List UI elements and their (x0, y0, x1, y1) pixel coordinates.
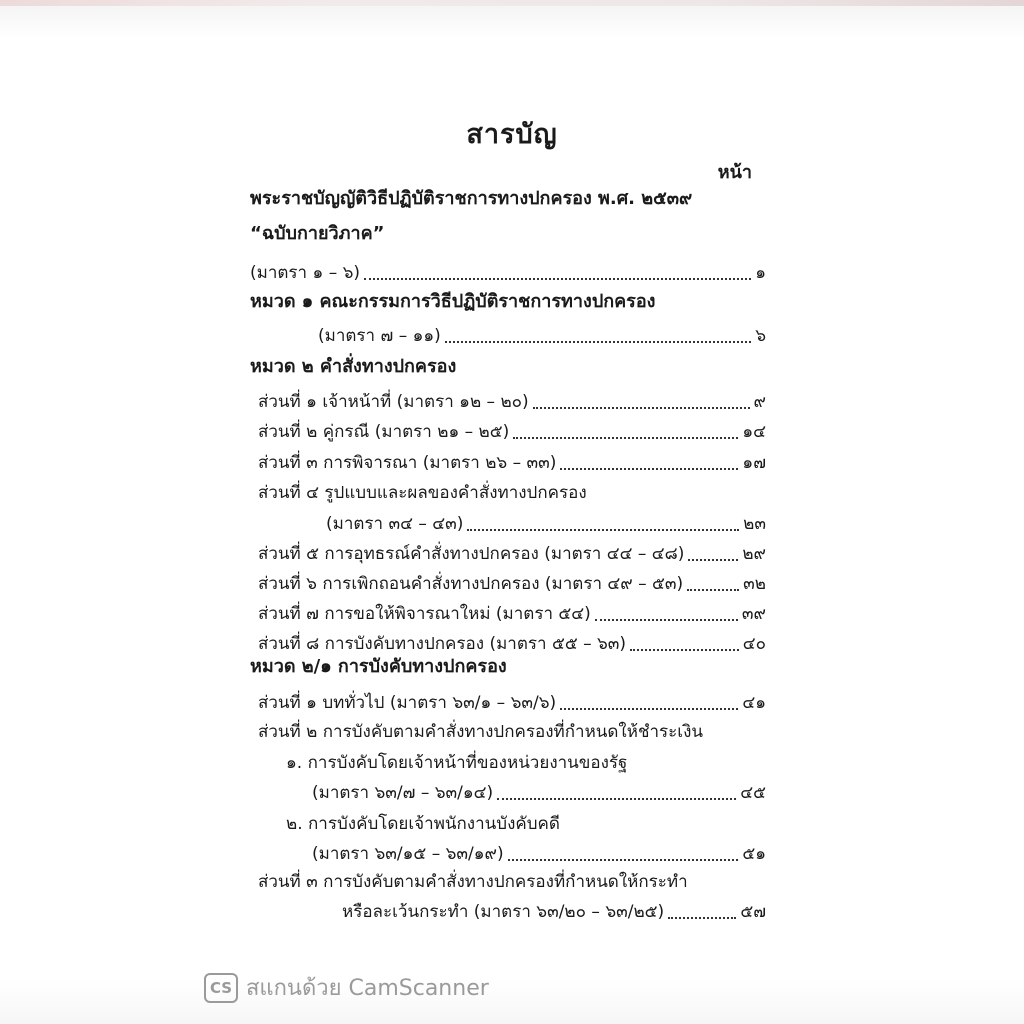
dot-leader (668, 917, 736, 919)
dot-leader (533, 407, 750, 409)
act-subtitle: “ฉบับกายวิภาค” (250, 223, 385, 244)
toc-entry: ส่วนที่ ๓ การบังคับตามคำสั่งทางปกครองที่กำหนดให้กระทำ (258, 872, 688, 892)
dot-leader (497, 798, 736, 800)
act-title: พระราชบัญญัติวิธีปฏิบัติราชการทางปกครอง พ.ศ. ๒๕๓๙ (250, 188, 693, 209)
dot-leader (560, 708, 738, 710)
page-top-edge (0, 0, 1024, 6)
toc-entry: (มาตรา ๖๓/๑๕ – ๖๓/๑๙) ๕๑ (312, 844, 766, 864)
toc-entry: ส่วนที่ ๖ การเพิกถอนคำสั่งทางปกครอง (มาตรา ๔๙ – ๕๓) ๓๒ (258, 574, 766, 594)
dot-leader (688, 559, 738, 561)
toc-entry: ส่วนที่ ๒ คู่กรณี (มาตรา ๒๑ – ๒๕) ๑๔ (258, 422, 766, 442)
toc-entry: หรือละเว้นกระทำ (มาตรา ๖๓/๒๐ – ๖๓/๒๕) ๕๗ (342, 902, 766, 922)
toc-entry: (มาตรา ๓๔ – ๔๓) ๒๓ (326, 514, 766, 534)
dot-leader (687, 589, 739, 591)
toc-chapter-heading: หมวด ๑ คณะกรรมการวิธีปฏิบัติราชการทางปกครอง (250, 291, 656, 312)
dot-leader (595, 619, 738, 621)
page-title: สารบัญ (466, 119, 558, 150)
dot-leader (364, 278, 751, 280)
toc-entry: ส่วนที่ ๔ รูปแบบและผลของคำสั่งทางปกครอง (258, 483, 587, 503)
toc-chapter-heading: หมวด ๒ คำสั่งทางปกครอง (250, 356, 457, 377)
toc-entry: ส่วนที่ ๘ การบังคับทางปกครอง (มาตรา ๕๕ – ๖๓) ๔๐ (258, 634, 766, 654)
toc-entry: (มาตรา ๗ – ๑๑) ๖ (318, 326, 766, 346)
watermark-text: สแกนด้วย CamScanner (246, 976, 489, 1001)
toc-entry: ส่วนที่ ๑ บททั่วไป (มาตรา ๖๓/๑ – ๖๓/๖) ๔๑ (258, 693, 766, 713)
dot-leader (508, 859, 739, 861)
toc-entry: ส่วนที่ ๕ การอุทธรณ์คำสั่งทางปกครอง (มาตรา ๔๔ – ๔๘) ๒๙ (258, 544, 766, 564)
dot-leader (467, 529, 739, 531)
toc-entry: ๒. การบังคับโดยเจ้าพนักงานบังคับคดี (286, 814, 560, 834)
page-column-label: หน้า (717, 162, 752, 183)
camscanner-logo-icon: CS (204, 973, 238, 1003)
dot-leader (513, 437, 738, 439)
toc-entry: ส่วนที่ ๒ การบังคับตามคำสั่งทางปกครองที่กำหนดให้ชำระเงิน (258, 722, 704, 742)
toc-chapter-heading: หมวด ๒/๑ การบังคับทางปกครอง (250, 656, 507, 677)
dot-leader (560, 468, 738, 470)
dot-leader (630, 649, 739, 651)
toc-entry: ส่วนที่ ๗ การขอให้พิจารณาใหม่ (มาตรา ๕๔) ๓๙ (258, 604, 766, 624)
dot-leader (445, 341, 751, 343)
toc-entry: ส่วนที่ ๑ เจ้าหน้าที่ (มาตรา ๑๒ – ๒๐) ๙ (258, 392, 766, 412)
toc-entry: (มาตรา ๖๓/๗ – ๖๓/๑๔) ๔๕ (312, 783, 766, 803)
toc-entry: ๑. การบังคับโดยเจ้าหน้าที่ของหน่วยงานของรัฐ (286, 753, 628, 773)
camscanner-watermark (204, 970, 489, 1005)
toc-entry: (มาตรา ๑ – ๖) ๑ (250, 263, 766, 283)
toc-entry: ส่วนที่ ๓ การพิจารณา (มาตรา ๒๖ – ๓๓) ๑๗ (258, 453, 766, 473)
